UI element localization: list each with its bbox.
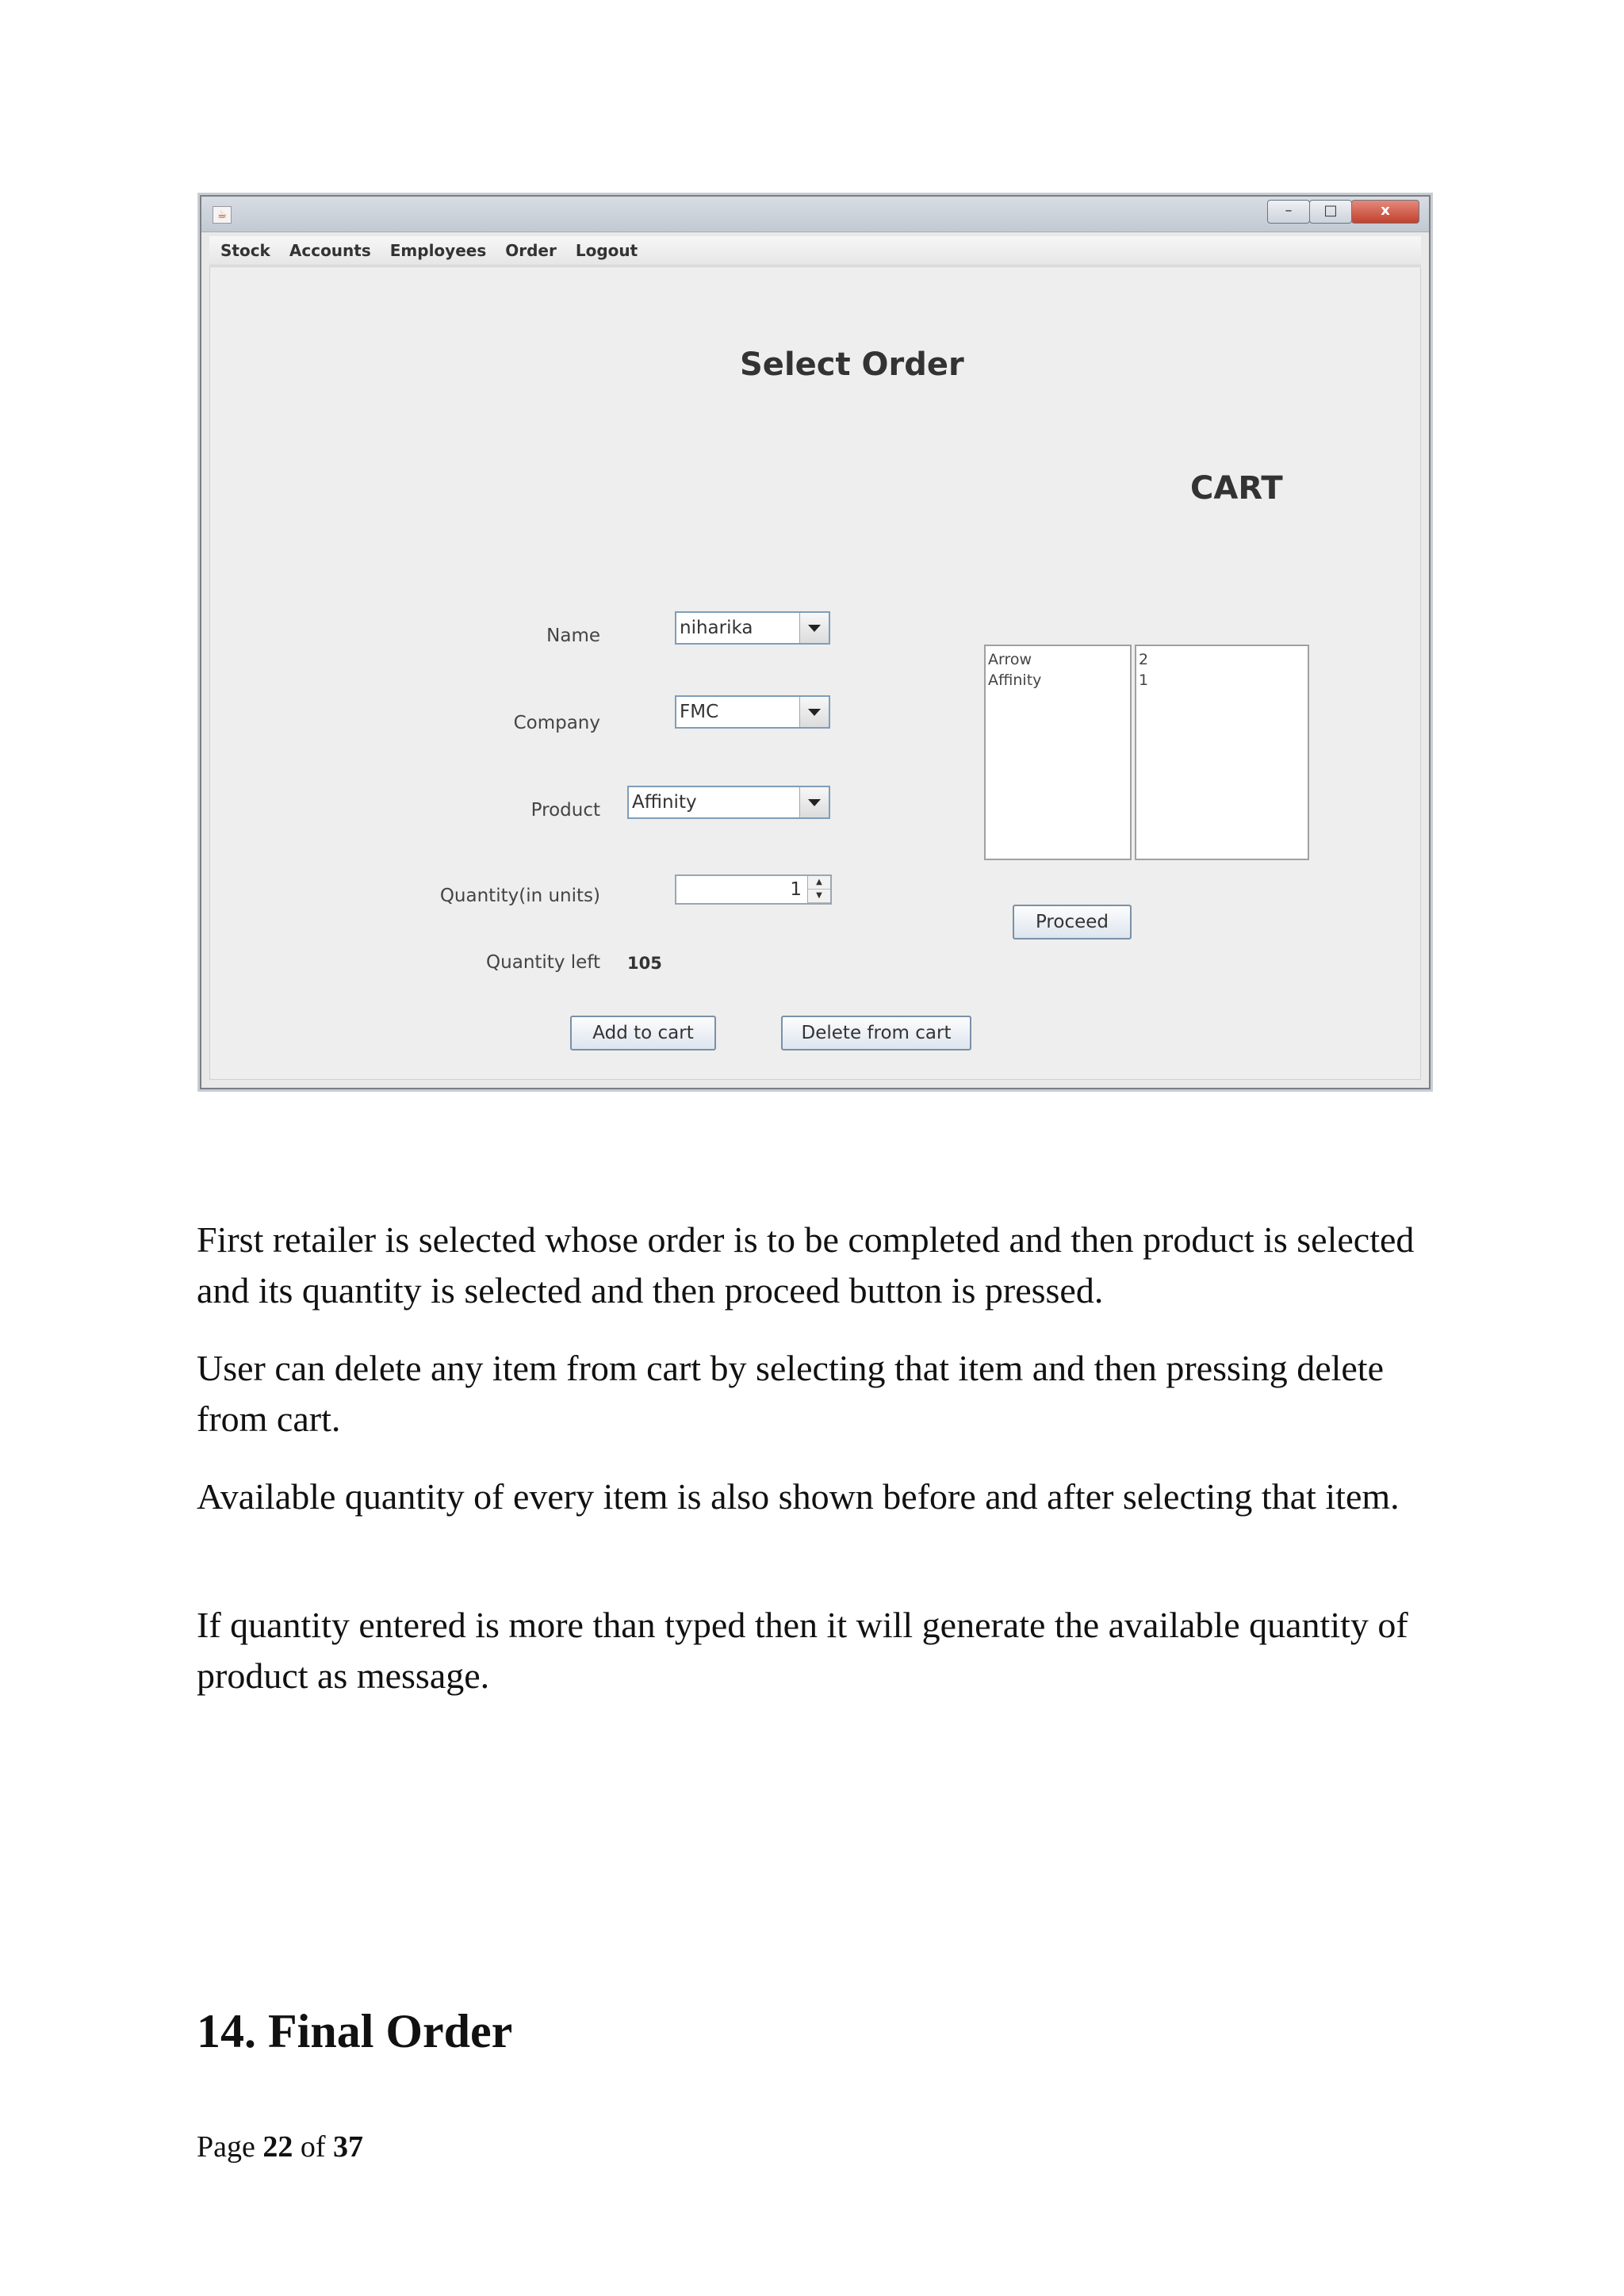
java-cup-icon: ☕ xyxy=(213,206,232,224)
product-select-value: Affinity xyxy=(632,792,697,813)
maximize-button[interactable]: □ xyxy=(1309,200,1352,224)
increment-icon[interactable]: ▲ xyxy=(808,876,830,890)
quantity-value: 1 xyxy=(790,879,802,900)
page-total: 37 xyxy=(333,2130,364,2164)
add-to-cart-button[interactable]: Add to cart xyxy=(570,1016,716,1050)
name-label: Name xyxy=(546,626,600,646)
menu-order[interactable]: Order xyxy=(505,241,557,260)
list-item[interactable]: 1 xyxy=(1139,672,1149,689)
paragraph-4: If quantity entered is more than typed then it will generate the available quantity of product as message. xyxy=(197,1605,1408,1696)
list-item[interactable]: 2 xyxy=(1139,651,1149,668)
chevron-down-icon[interactable] xyxy=(799,697,829,727)
company-select-value: FMC xyxy=(680,702,719,722)
cart-title: CART xyxy=(1190,470,1283,507)
chevron-down-icon[interactable] xyxy=(799,787,829,817)
quantity-left-label: Quantity left xyxy=(486,952,600,973)
quantity-label: Quantity(in units) xyxy=(439,886,600,906)
quantity-left-value: 105 xyxy=(627,954,662,973)
minimize-button[interactable]: – xyxy=(1267,200,1310,224)
menu-accounts[interactable]: Accounts xyxy=(289,241,371,260)
product-select[interactable] xyxy=(627,786,830,819)
cart-items-list[interactable] xyxy=(984,645,1132,860)
decrement-icon[interactable]: ▼ xyxy=(808,890,830,903)
menu-logout[interactable]: Logout xyxy=(575,241,638,260)
paragraph-2: User can delete any item from cart by selecting that item and then pressing delete from cart. xyxy=(197,1348,1384,1439)
company-label: Company xyxy=(513,713,600,733)
list-item[interactable]: Affinity xyxy=(988,672,1042,689)
name-select-value: niharika xyxy=(680,618,753,638)
proceed-button[interactable]: Proceed xyxy=(1013,905,1132,939)
page-number: 22 xyxy=(262,2130,293,2164)
app-window xyxy=(200,195,1431,1089)
quantity-stepper[interactable] xyxy=(675,874,832,905)
section-heading: 14. Final Order xyxy=(197,2005,513,2057)
paragraph-3: Available quantity of every item is also shown before and after selecting that item. xyxy=(197,1476,1400,1517)
menu-stock[interactable]: Stock xyxy=(220,241,270,260)
product-label: Product xyxy=(530,800,600,821)
of-word: of xyxy=(300,2130,326,2164)
cart-quantities-list[interactable] xyxy=(1135,645,1309,860)
paragraph-1: First retailer is selected whose order is to be completed and then product is selected and its quantity is selected and then proceed button is pressed. xyxy=(197,1219,1415,1311)
order-panel xyxy=(209,266,1421,1080)
name-select[interactable] xyxy=(675,611,830,645)
page-footer xyxy=(197,2130,363,2164)
page-title: Select Order xyxy=(740,346,964,383)
menu-employees[interactable]: Employees xyxy=(389,241,487,260)
company-select[interactable] xyxy=(675,695,830,729)
page-word: Page xyxy=(197,2130,255,2164)
chevron-down-icon[interactable] xyxy=(799,613,829,643)
window-controls xyxy=(1268,200,1419,224)
stepper-buttons xyxy=(807,876,830,903)
close-button[interactable]: x xyxy=(1351,200,1419,224)
list-item[interactable]: Arrow xyxy=(988,651,1032,668)
menu-bar xyxy=(209,236,1421,266)
delete-from-cart-button[interactable]: Delete from cart xyxy=(781,1016,971,1050)
title-bar xyxy=(201,197,1429,232)
